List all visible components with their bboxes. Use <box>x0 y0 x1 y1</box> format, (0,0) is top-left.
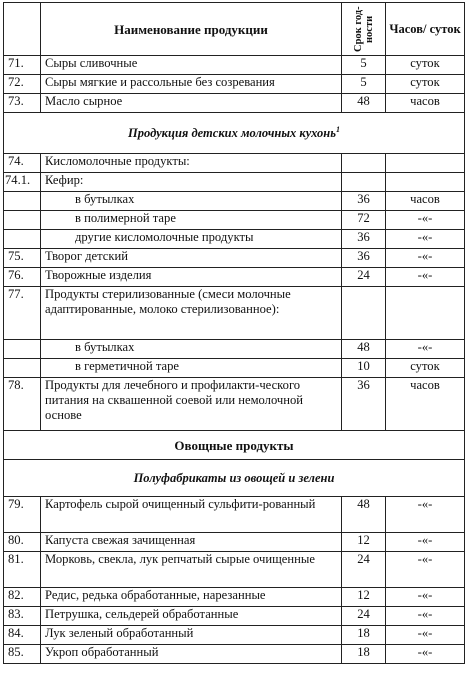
row-num <box>4 340 41 359</box>
row-value: 18 <box>342 626 386 645</box>
row-unit: суток <box>386 56 465 75</box>
row-unit <box>386 173 465 192</box>
row-num: 72. <box>4 75 41 94</box>
section-children-text: Продукция детских молочных кухонь <box>128 125 336 140</box>
table-row <box>4 359 465 378</box>
row-num: 83. <box>4 607 41 626</box>
table-row <box>4 249 465 268</box>
row-num: 81. <box>4 552 41 588</box>
table-header-row <box>4 3 465 56</box>
row-unit: -«- <box>386 497 465 533</box>
row-name: Кефир: <box>41 173 342 192</box>
row-num: 85. <box>4 645 41 664</box>
table-row <box>4 56 465 75</box>
row-unit <box>386 287 465 340</box>
row-unit: -«- <box>386 626 465 645</box>
row-unit: часов <box>386 378 465 431</box>
section-row <box>4 431 465 460</box>
row-name: Редис, редька обработанные, нарезанные <box>41 588 342 607</box>
row-num <box>4 211 41 230</box>
row-name: Продукты стерилизованные (смеси молочные адаптированные, молоко стерилизованное): <box>41 287 342 340</box>
row-unit: часов <box>386 192 465 211</box>
table-row <box>4 211 465 230</box>
section-vegetables-title: Овощные продукты <box>4 431 465 460</box>
row-value: 36 <box>342 192 386 211</box>
row-num: 78. <box>4 378 41 431</box>
row-value: 36 <box>342 249 386 268</box>
row-name: Морковь, свекла, лук репчатый сырые очищенные <box>41 552 342 588</box>
row-value: 24 <box>342 268 386 287</box>
row-value <box>342 287 386 340</box>
row-name: Капуста свежая зачищенная <box>41 533 342 552</box>
header-unit: Часов/ суток <box>386 3 465 56</box>
table-row <box>4 533 465 552</box>
row-num: 73. <box>4 94 41 113</box>
row-unit: -«- <box>386 230 465 249</box>
row-value: 36 <box>342 378 386 431</box>
row-value: 48 <box>342 497 386 533</box>
table-row <box>4 645 465 664</box>
row-unit: -«- <box>386 588 465 607</box>
row-name: в полимерной таре <box>41 211 342 230</box>
row-unit: часов <box>386 94 465 113</box>
row-unit <box>386 154 465 173</box>
row-num: 84. <box>4 626 41 645</box>
row-num <box>4 230 41 249</box>
row-value: 10 <box>342 359 386 378</box>
row-name: Картофель сырой очищенный сульфити-рованный <box>41 497 342 533</box>
row-unit: -«- <box>386 533 465 552</box>
row-num: 80. <box>4 533 41 552</box>
table-row <box>4 268 465 287</box>
row-value: 24 <box>342 607 386 626</box>
row-num: 82. <box>4 588 41 607</box>
table-row <box>4 340 465 359</box>
row-value: 48 <box>342 340 386 359</box>
table-row <box>4 607 465 626</box>
row-num: 76. <box>4 268 41 287</box>
table-row <box>4 287 465 340</box>
row-num: 74.1. <box>4 173 41 192</box>
table-row <box>4 552 465 588</box>
row-unit: -«- <box>386 211 465 230</box>
row-name: Укроп обработанный <box>41 645 342 664</box>
row-value: 24 <box>342 552 386 588</box>
row-value: 72 <box>342 211 386 230</box>
row-num: 77. <box>4 287 41 340</box>
row-name: Творожные изделия <box>41 268 342 287</box>
row-name: Петрушка, сельдерей обработанные <box>41 607 342 626</box>
section-children-title <box>4 113 465 154</box>
row-unit: суток <box>386 359 465 378</box>
row-unit: -«- <box>386 645 465 664</box>
section-row <box>4 460 465 497</box>
row-value: 12 <box>342 588 386 607</box>
row-value: 48 <box>342 94 386 113</box>
row-num: 74. <box>4 154 41 173</box>
row-unit: суток <box>386 75 465 94</box>
row-value: 12 <box>342 533 386 552</box>
header-term-text: Срок год-ности <box>352 6 375 52</box>
table-row <box>4 154 465 173</box>
table-row <box>4 378 465 431</box>
row-name: Лук зеленый обработанный <box>41 626 342 645</box>
table-row <box>4 192 465 211</box>
footnote-mark: 1 <box>335 124 340 134</box>
row-name: Сыры сливочные <box>41 56 342 75</box>
table-row <box>4 497 465 533</box>
row-name: Творог детский <box>41 249 342 268</box>
table-row <box>4 173 465 192</box>
row-num <box>4 359 41 378</box>
row-value: 18 <box>342 645 386 664</box>
row-value: 5 <box>342 75 386 94</box>
row-unit: -«- <box>386 607 465 626</box>
row-name: в герметичной таре <box>41 359 342 378</box>
row-name: Сыры мягкие и рассольные без созревания <box>41 75 342 94</box>
row-value <box>342 154 386 173</box>
section-row <box>4 113 465 154</box>
row-unit: -«- <box>386 340 465 359</box>
row-name: Продукты для лечебного и профилакти-ческого питания на сквашенной соевой или немолочной основе <box>41 378 342 431</box>
row-name: другие кисломолочные продукты <box>41 230 342 249</box>
row-value: 36 <box>342 230 386 249</box>
header-name: Наименование продукции <box>41 3 342 56</box>
shelf-life-table <box>3 2 465 664</box>
row-name: Масло сырное <box>41 94 342 113</box>
section-semifinished-title: Полуфабрикаты из овощей и зелени <box>4 460 465 497</box>
header-term <box>342 3 386 56</box>
row-name: Кисломолочные продукты: <box>41 154 342 173</box>
row-name: в бутылках <box>41 192 342 211</box>
row-unit: -«- <box>386 249 465 268</box>
row-num: 75. <box>4 249 41 268</box>
row-unit: -«- <box>386 268 465 287</box>
row-value: 5 <box>342 56 386 75</box>
table-row <box>4 94 465 113</box>
table-row <box>4 75 465 94</box>
row-unit: -«- <box>386 552 465 588</box>
row-num: 71. <box>4 56 41 75</box>
header-num-cell <box>4 3 41 56</box>
table-row <box>4 230 465 249</box>
row-value <box>342 173 386 192</box>
table-row <box>4 588 465 607</box>
row-num <box>4 192 41 211</box>
row-num: 79. <box>4 497 41 533</box>
table-row <box>4 626 465 645</box>
row-name: в бутылках <box>41 340 342 359</box>
